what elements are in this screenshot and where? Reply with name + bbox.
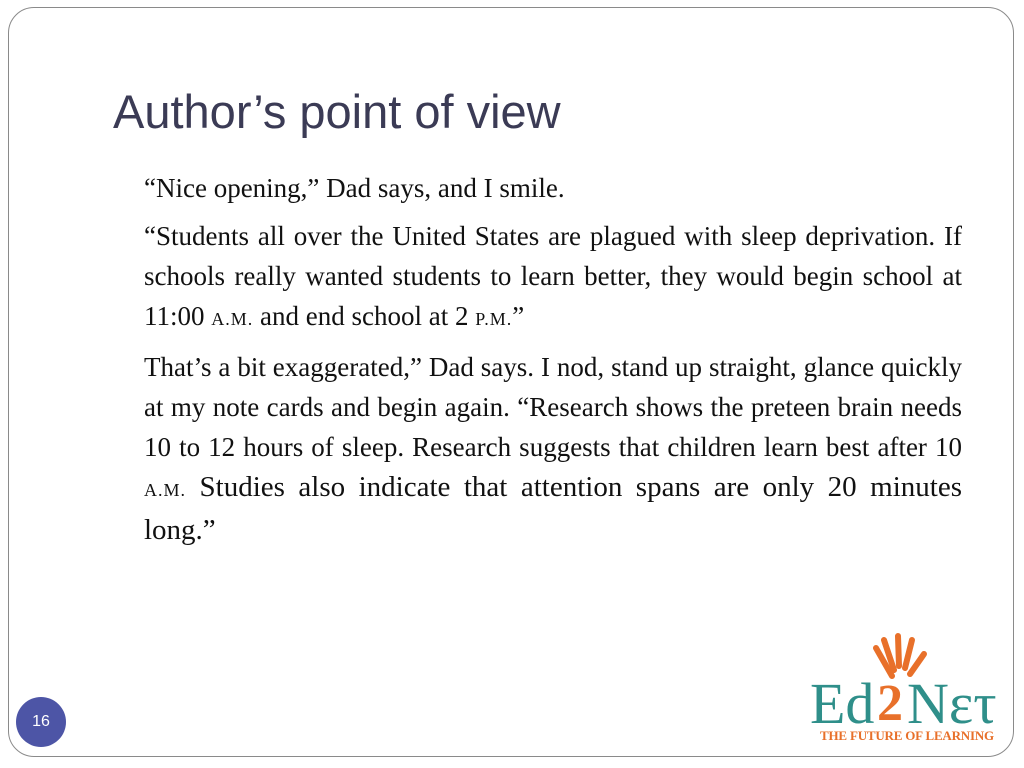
logo-tagline: THE FUTURE OF LEARNING [820, 728, 994, 743]
paragraph-2-text-a: “Students all over the United States are plagued with sleep deprivation. If schools really wanted students to learn better, they would begin school at 11:00 [144, 221, 962, 331]
paragraph-3-text-b: Studies also indicate that attention spans are only 20 minutes long.” [144, 471, 962, 546]
logo-text-2: 2 [877, 675, 903, 730]
paragraph-3-text-a: That’s a bit exaggerated,” Dad says. I nod, stand up straight, glance quickly at my note cards and begin again. “Research shows the preteen brain needs 10 to 12 hours of sleep. Research suggests that children learn best after 10 [144, 352, 962, 462]
logo-text-ed: Ed [810, 671, 875, 730]
ed2net-logo-mark [806, 630, 1008, 730]
logo-text-net: Nετ [907, 671, 997, 730]
am-abbreviation-2: A.M. [144, 480, 187, 500]
am-abbreviation: A.M. [211, 309, 254, 329]
paragraph-3 [144, 347, 962, 550]
ed2net-logo [806, 630, 1008, 748]
slide-body [144, 168, 962, 558]
paragraph-2 [144, 216, 962, 339]
hand-rays-icon [876, 636, 924, 676]
paragraph-1: “Nice opening,” Dad says, and I smile. [144, 173, 565, 203]
page-number-badge: 16 [16, 697, 66, 747]
paragraph-2-text-c: ” [512, 301, 525, 331]
slide-title: Author’s point of view [113, 85, 561, 138]
paragraph-2-text-b: and end school at 2 [253, 301, 476, 331]
pm-abbreviation: P.M. [475, 309, 513, 329]
